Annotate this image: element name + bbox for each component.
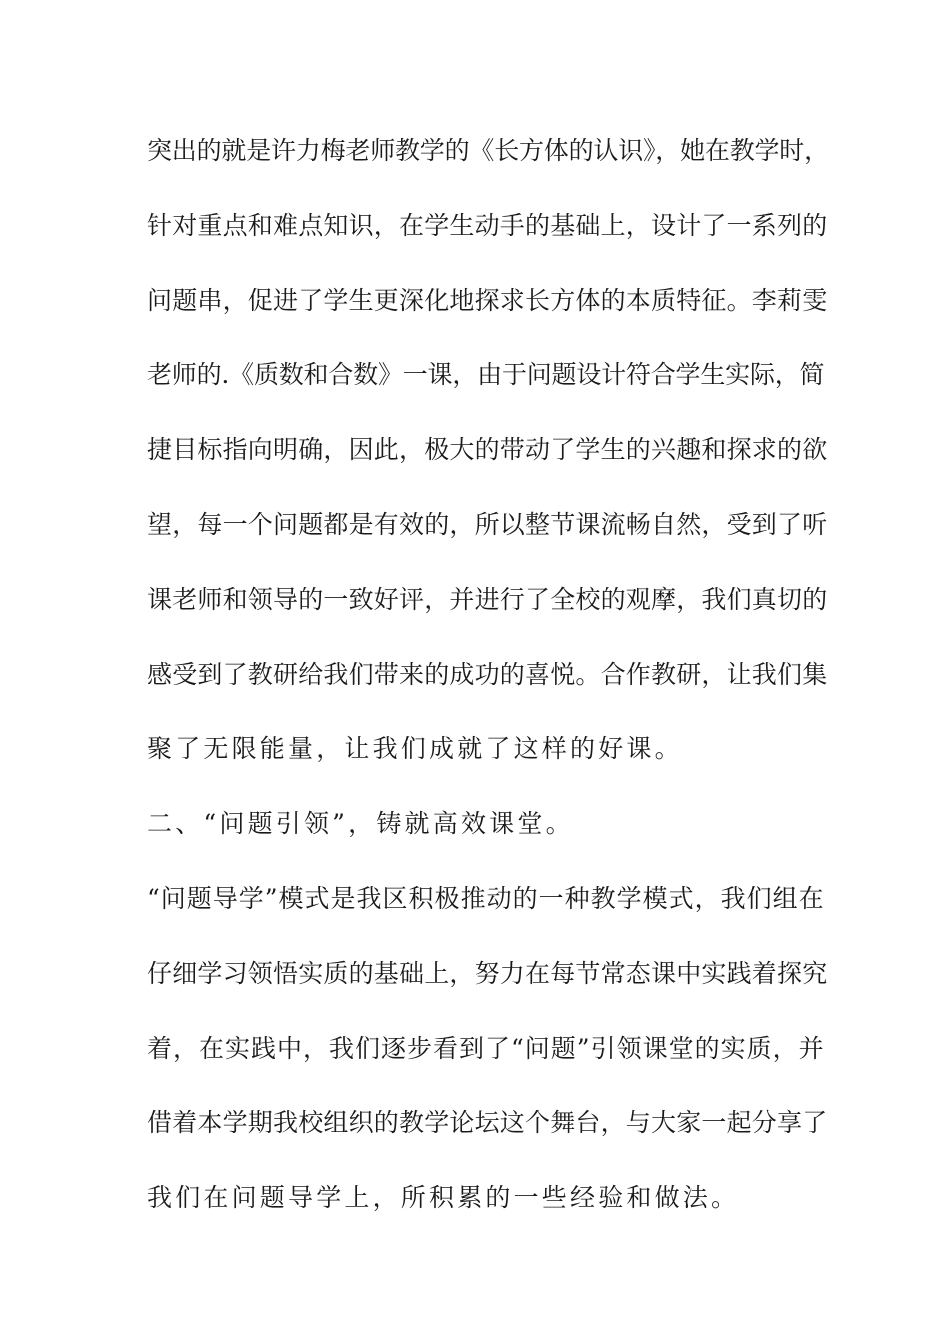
paragraph-line: 问题串，促进了学生更深化地探求长方体的本质特征。李莉雯 — [147, 285, 828, 315]
section-heading: 二、“问题引领”，铸就高效课堂。 — [147, 809, 574, 839]
paragraph-line: 仔细学习领悟实质的基础上，努力在每节常态课中实践着探究 — [147, 958, 828, 988]
paragraph-line: “问题导学”模式是我区积极推动的一种教学模式，我们组在 — [147, 883, 825, 913]
paragraph-line: 感受到了教研给我们带来的成功的喜悦。合作教研，让我们集 — [147, 659, 828, 689]
paragraph-line: 捷目标指向明确，因此，极大的带动了学生的兴趣和探求的欲 — [147, 435, 828, 465]
paragraph-line: 着，在实践中，我们逐步看到了“问题”引领课堂的实质，并 — [147, 1033, 825, 1063]
paragraph-line: 课老师和领导的一致好评，并进行了全校的观摩，我们真切的 — [147, 584, 828, 614]
paragraph-line: 借着本学期我校组织的教学论坛这个舞台，与大家一起分享了 — [147, 1108, 828, 1138]
paragraph-line: 针对重点和难点知识，在学生动手的基础上，设计了一系列的 — [147, 210, 828, 240]
paragraph-line: 聚了无限能量，让我们成就了这样的好课。 — [147, 734, 683, 764]
paragraph-line: 我们在问题导学上，所积累的一些经验和做法。 — [147, 1183, 740, 1213]
paragraph-line: 突出的就是许力梅老师教学的《长方体的认识》，她在教学时， — [147, 136, 829, 165]
paragraph-line: 望，每一个问题都是有效的，所以整节课流畅自然，受到了听 — [147, 509, 828, 539]
paragraph-line: 老师的.《质数和合数》一课，由于问题设计符合学生实际，简 — [147, 360, 825, 390]
body-text — [147, 128, 827, 1250]
